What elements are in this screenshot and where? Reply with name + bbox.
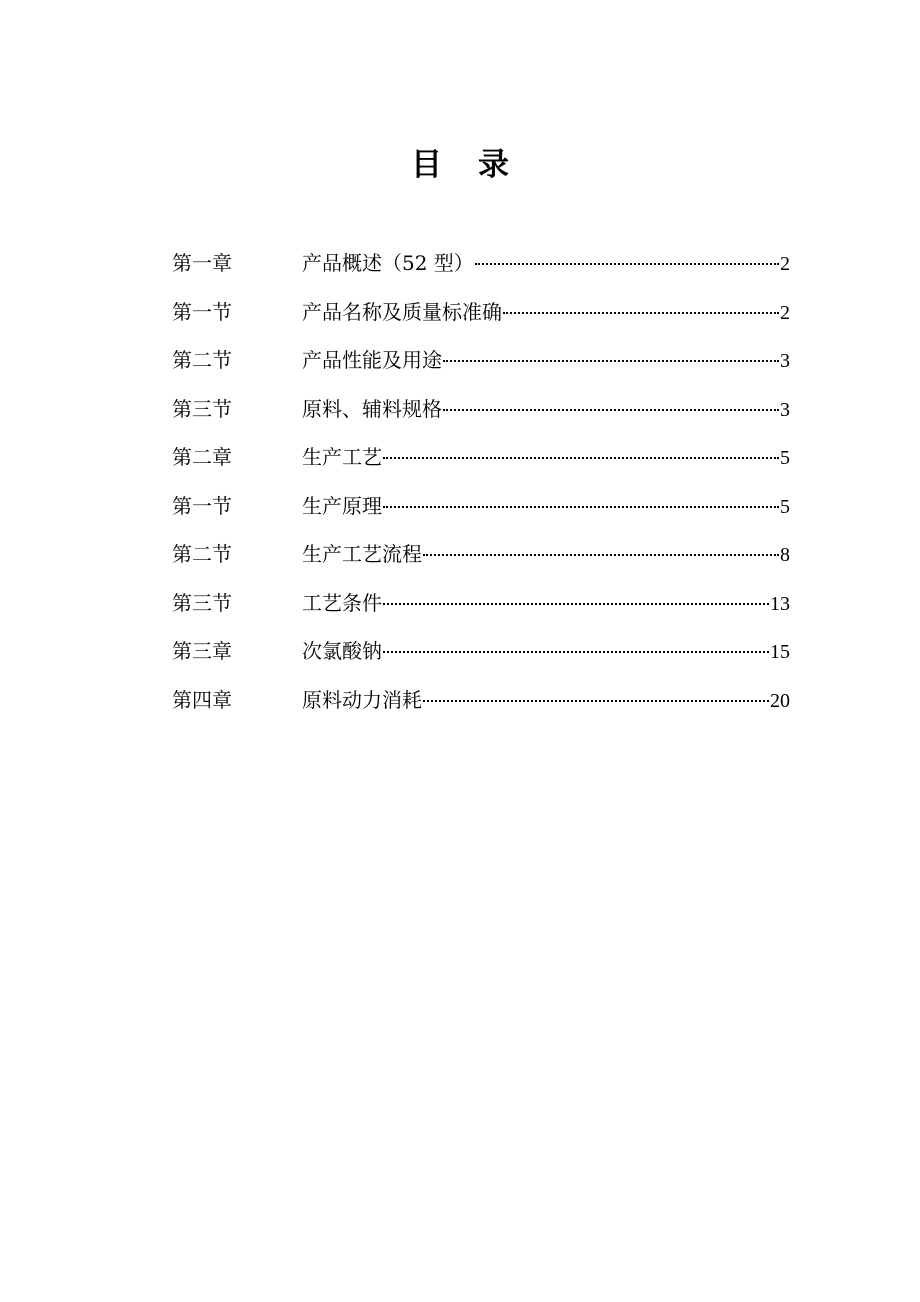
toc-entry-label: 第三节 bbox=[172, 590, 232, 615]
toc-entry[interactable] bbox=[172, 483, 790, 532]
toc-list bbox=[172, 240, 790, 725]
toc-entry-label: 第二节 bbox=[172, 348, 232, 372]
toc-entry-page: 15 bbox=[770, 641, 790, 663]
toc-entry-text: 生产工艺 bbox=[302, 445, 382, 469]
toc-entry-text: 原料、辅料规格 bbox=[302, 396, 442, 421]
toc-entry-page: 2 bbox=[780, 253, 790, 275]
toc-entry[interactable] bbox=[172, 677, 790, 726]
toc-entry-text: 次氯酸钠 bbox=[302, 639, 382, 663]
toc-entry[interactable] bbox=[172, 628, 790, 677]
toc-entry[interactable] bbox=[172, 580, 790, 629]
toc-entry-label: 第一章 bbox=[172, 251, 232, 275]
toc-entry-label: 第四章 bbox=[172, 687, 232, 712]
toc-entry-label: 第三节 bbox=[172, 396, 232, 421]
toc-entry-page: 20 bbox=[770, 689, 790, 712]
toc-dot-leader bbox=[383, 457, 779, 459]
toc-entry[interactable] bbox=[172, 531, 790, 580]
toc-entry-text: 原料动力消耗 bbox=[302, 687, 422, 712]
toc-entry[interactable] bbox=[172, 337, 790, 386]
toc-entry-text: 产品概述（52 型） bbox=[302, 251, 474, 275]
toc-entry-label: 第一节 bbox=[172, 493, 232, 518]
toc-dot-leader bbox=[503, 312, 779, 314]
toc-entry-page: 3 bbox=[780, 350, 790, 372]
toc-title-second-char: 录 bbox=[478, 147, 509, 183]
toc-entry-text: 产品名称及质量标准确 bbox=[302, 299, 502, 324]
toc-entry-text: 生产工艺流程 bbox=[302, 542, 422, 566]
toc-entry-label: 第三章 bbox=[172, 639, 232, 663]
toc-entry-text: 工艺条件 bbox=[302, 590, 382, 615]
toc-dot-leader bbox=[383, 603, 769, 605]
toc-dot-leader bbox=[475, 263, 779, 265]
toc-entry-page: 8 bbox=[780, 544, 790, 566]
toc-entry-label: 第二章 bbox=[172, 445, 232, 469]
toc-dot-leader bbox=[443, 409, 779, 411]
toc-dot-leader bbox=[383, 506, 779, 508]
toc-entry-label: 第二节 bbox=[172, 542, 232, 566]
toc-dot-leader bbox=[383, 651, 769, 653]
toc-entry[interactable] bbox=[172, 240, 790, 289]
toc-entry[interactable] bbox=[172, 289, 790, 338]
toc-entry-page: 3 bbox=[780, 398, 790, 421]
toc-entry-label: 第一节 bbox=[172, 299, 232, 324]
toc-entry[interactable] bbox=[172, 386, 790, 435]
toc-entry-page: 2 bbox=[780, 301, 790, 324]
toc-dot-leader bbox=[423, 554, 779, 556]
toc-entry-text: 产品性能及用途 bbox=[302, 348, 442, 372]
toc-entry[interactable] bbox=[172, 434, 790, 483]
toc-entry-page: 5 bbox=[780, 495, 790, 518]
toc-entry-page: 5 bbox=[780, 447, 790, 469]
toc-title bbox=[0, 142, 920, 188]
toc-dot-leader bbox=[443, 360, 779, 362]
toc-title-first-char: 目 bbox=[411, 147, 442, 183]
toc-entry-page: 13 bbox=[770, 592, 790, 615]
toc-entry-text: 生产原理 bbox=[302, 493, 382, 518]
toc-dot-leader bbox=[423, 700, 769, 702]
